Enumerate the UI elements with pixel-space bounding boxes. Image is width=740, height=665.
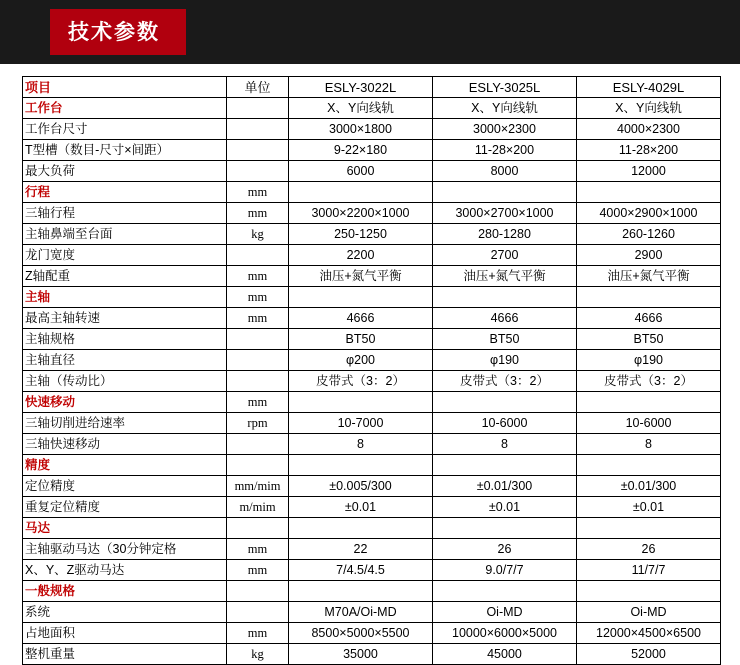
cell-value-3 bbox=[577, 581, 721, 602]
cell-item: 工作台 bbox=[23, 98, 227, 119]
cell-value-3: 12000 bbox=[577, 161, 721, 182]
cell-value-2: 4666 bbox=[433, 308, 577, 329]
cell-unit bbox=[227, 329, 289, 350]
cell-value-1: 皮带式（3：2） bbox=[289, 371, 433, 392]
cell-value-2: 3000×2300 bbox=[433, 119, 577, 140]
cell-value-1: M70A/Oi-MD bbox=[289, 602, 433, 623]
cell-value-2: ±0.01 bbox=[433, 497, 577, 518]
cell-unit: mm bbox=[227, 203, 289, 224]
cell-value-1: ESLY-3022L bbox=[289, 77, 433, 98]
table-row bbox=[23, 539, 721, 560]
cell-value-3: 11/7/7 bbox=[577, 560, 721, 581]
cell-value-2: φ190 bbox=[433, 350, 577, 371]
table-row bbox=[23, 245, 721, 266]
page-title: 技术参数 bbox=[68, 20, 160, 44]
cell-value-2: 45000 bbox=[433, 644, 577, 665]
cell-value-2: X、Y向线轨 bbox=[433, 98, 577, 119]
cell-value-3: 2900 bbox=[577, 245, 721, 266]
cell-item: 行程 bbox=[23, 182, 227, 203]
cell-value-3 bbox=[577, 392, 721, 413]
cell-item: 马达 bbox=[23, 518, 227, 539]
cell-item: 三轴切削进给速率 bbox=[23, 413, 227, 434]
table-row bbox=[23, 224, 721, 245]
table-row bbox=[23, 455, 721, 476]
cell-value-3: 26 bbox=[577, 539, 721, 560]
cell-value-1: ±0.005/300 bbox=[289, 476, 433, 497]
cell-value-1: 250-1250 bbox=[289, 224, 433, 245]
cell-unit bbox=[227, 161, 289, 182]
cell-value-2: 280-1280 bbox=[433, 224, 577, 245]
cell-item: 精度 bbox=[23, 455, 227, 476]
table-row bbox=[23, 287, 721, 308]
cell-unit bbox=[227, 602, 289, 623]
header-title-box bbox=[50, 9, 186, 55]
cell-item: 重复定位精度 bbox=[23, 497, 227, 518]
cell-item: 三轴快速移动 bbox=[23, 434, 227, 455]
cell-unit: 单位 bbox=[227, 77, 289, 98]
cell-item: 定位精度 bbox=[23, 476, 227, 497]
cell-value-2: 11-28×200 bbox=[433, 140, 577, 161]
cell-item: 三轴行程 bbox=[23, 203, 227, 224]
table-row bbox=[23, 203, 721, 224]
cell-value-2: 9.0/7/7 bbox=[433, 560, 577, 581]
cell-value-1: ±0.01 bbox=[289, 497, 433, 518]
cell-value-3: ±0.01/300 bbox=[577, 476, 721, 497]
cell-value-3: 8 bbox=[577, 434, 721, 455]
cell-value-3 bbox=[577, 455, 721, 476]
spec-table bbox=[22, 76, 721, 665]
table-row bbox=[23, 434, 721, 455]
cell-value-3 bbox=[577, 518, 721, 539]
cell-unit bbox=[227, 434, 289, 455]
cell-unit: mm bbox=[227, 266, 289, 287]
cell-unit: m/mim bbox=[227, 497, 289, 518]
cell-unit bbox=[227, 371, 289, 392]
cell-value-3 bbox=[577, 287, 721, 308]
cell-item: 快速移动 bbox=[23, 392, 227, 413]
table-row bbox=[23, 602, 721, 623]
cell-unit: mm bbox=[227, 623, 289, 644]
table-row bbox=[23, 350, 721, 371]
cell-unit: kg bbox=[227, 224, 289, 245]
cell-unit: mm bbox=[227, 560, 289, 581]
header-left-spacer bbox=[0, 0, 50, 64]
cell-value-1: 8500×5000×5500 bbox=[289, 623, 433, 644]
spec-table-body bbox=[23, 77, 721, 665]
cell-value-3: 4000×2900×1000 bbox=[577, 203, 721, 224]
cell-item: 主轴鼻端至台面 bbox=[23, 224, 227, 245]
cell-value-2: ±0.01/300 bbox=[433, 476, 577, 497]
cell-value-1: 10-7000 bbox=[289, 413, 433, 434]
cell-value-2 bbox=[433, 518, 577, 539]
table-row bbox=[23, 161, 721, 182]
cell-value-2: 10000×6000×5000 bbox=[433, 623, 577, 644]
cell-unit bbox=[227, 140, 289, 161]
cell-value-2: 油压+氮气平衡 bbox=[433, 266, 577, 287]
cell-value-2: BT50 bbox=[433, 329, 577, 350]
cell-unit: rpm bbox=[227, 413, 289, 434]
cell-value-3: X、Y向线轨 bbox=[577, 98, 721, 119]
cell-unit bbox=[227, 98, 289, 119]
cell-value-1: 9-22×180 bbox=[289, 140, 433, 161]
cell-item: 主轴驱动马达（30分钟定格 bbox=[23, 539, 227, 560]
cell-unit bbox=[227, 119, 289, 140]
cell-value-1: 4666 bbox=[289, 308, 433, 329]
cell-value-2 bbox=[433, 581, 577, 602]
cell-item: 系统 bbox=[23, 602, 227, 623]
cell-value-2: 3000×2700×1000 bbox=[433, 203, 577, 224]
cell-value-2 bbox=[433, 392, 577, 413]
cell-item: Z轴配重 bbox=[23, 266, 227, 287]
cell-unit: mm bbox=[227, 308, 289, 329]
cell-value-2: 8 bbox=[433, 434, 577, 455]
cell-value-3: 油压+氮气平衡 bbox=[577, 266, 721, 287]
table-row bbox=[23, 497, 721, 518]
table-row bbox=[23, 308, 721, 329]
cell-item: T型槽（数目-尺寸×间距） bbox=[23, 140, 227, 161]
table-row bbox=[23, 140, 721, 161]
cell-value-2: 10-6000 bbox=[433, 413, 577, 434]
cell-value-1: 7/4.5/4.5 bbox=[289, 560, 433, 581]
cell-item: 主轴规格 bbox=[23, 329, 227, 350]
cell-value-3: 12000×4500×6500 bbox=[577, 623, 721, 644]
spec-table-container bbox=[0, 64, 740, 665]
table-row bbox=[23, 518, 721, 539]
cell-item: 最高主轴转速 bbox=[23, 308, 227, 329]
cell-value-3: 皮带式（3：2） bbox=[577, 371, 721, 392]
cell-value-3: Oi-MD bbox=[577, 602, 721, 623]
cell-value-3 bbox=[577, 182, 721, 203]
cell-value-3: ±0.01 bbox=[577, 497, 721, 518]
cell-item: 主轴 bbox=[23, 287, 227, 308]
cell-unit bbox=[227, 518, 289, 539]
cell-value-1: 22 bbox=[289, 539, 433, 560]
cell-item: 主轴（传动比） bbox=[23, 371, 227, 392]
cell-value-3: ESLY-4029L bbox=[577, 77, 721, 98]
table-row bbox=[23, 644, 721, 665]
cell-value-1 bbox=[289, 392, 433, 413]
cell-item: 整机重量 bbox=[23, 644, 227, 665]
table-row bbox=[23, 98, 721, 119]
cell-value-3: φ190 bbox=[577, 350, 721, 371]
cell-value-1: 2200 bbox=[289, 245, 433, 266]
table-row bbox=[23, 623, 721, 644]
cell-unit bbox=[227, 350, 289, 371]
cell-value-3: 260-1260 bbox=[577, 224, 721, 245]
table-row bbox=[23, 371, 721, 392]
cell-value-1: 3000×2200×1000 bbox=[289, 203, 433, 224]
cell-unit bbox=[227, 455, 289, 476]
cell-value-2 bbox=[433, 287, 577, 308]
table-row bbox=[23, 182, 721, 203]
cell-value-2 bbox=[433, 182, 577, 203]
cell-value-1: 6000 bbox=[289, 161, 433, 182]
cell-item: 主轴直径 bbox=[23, 350, 227, 371]
table-row bbox=[23, 266, 721, 287]
page-header bbox=[0, 0, 740, 64]
cell-value-1 bbox=[289, 518, 433, 539]
cell-value-1: 油压+氮气平衡 bbox=[289, 266, 433, 287]
table-row bbox=[23, 476, 721, 497]
cell-item: 项目 bbox=[23, 77, 227, 98]
cell-value-2: 8000 bbox=[433, 161, 577, 182]
cell-value-2 bbox=[433, 455, 577, 476]
cell-value-2: 26 bbox=[433, 539, 577, 560]
cell-item: X、Y、Z驱动马达 bbox=[23, 560, 227, 581]
cell-item: 最大负荷 bbox=[23, 161, 227, 182]
cell-value-3: BT50 bbox=[577, 329, 721, 350]
cell-value-3: 4000×2300 bbox=[577, 119, 721, 140]
table-row bbox=[23, 581, 721, 602]
cell-value-2: ESLY-3025L bbox=[433, 77, 577, 98]
cell-value-1 bbox=[289, 455, 433, 476]
table-row bbox=[23, 560, 721, 581]
table-row bbox=[23, 119, 721, 140]
cell-value-3: 52000 bbox=[577, 644, 721, 665]
cell-value-2: 皮带式（3：2） bbox=[433, 371, 577, 392]
table-row bbox=[23, 329, 721, 350]
cell-item: 一般规格 bbox=[23, 581, 227, 602]
cell-value-2: 2700 bbox=[433, 245, 577, 266]
cell-value-1 bbox=[289, 182, 433, 203]
table-row bbox=[23, 392, 721, 413]
cell-unit: kg bbox=[227, 644, 289, 665]
cell-unit: mm bbox=[227, 287, 289, 308]
cell-unit: mm bbox=[227, 539, 289, 560]
cell-value-1 bbox=[289, 581, 433, 602]
cell-value-3: 10-6000 bbox=[577, 413, 721, 434]
table-row bbox=[23, 413, 721, 434]
cell-unit: mm bbox=[227, 392, 289, 413]
cell-unit: mm/mim bbox=[227, 476, 289, 497]
cell-item: 龙门宽度 bbox=[23, 245, 227, 266]
cell-unit: mm bbox=[227, 182, 289, 203]
table-header-row bbox=[23, 77, 721, 98]
cell-unit bbox=[227, 245, 289, 266]
cell-value-1: BT50 bbox=[289, 329, 433, 350]
cell-value-3: 4666 bbox=[577, 308, 721, 329]
cell-unit bbox=[227, 581, 289, 602]
cell-value-2: Oi-MD bbox=[433, 602, 577, 623]
cell-item: 占地面积 bbox=[23, 623, 227, 644]
cell-value-1: X、Y向线轨 bbox=[289, 98, 433, 119]
cell-value-1: φ200 bbox=[289, 350, 433, 371]
cell-value-1: 3000×1800 bbox=[289, 119, 433, 140]
cell-value-1: 8 bbox=[289, 434, 433, 455]
cell-value-1 bbox=[289, 287, 433, 308]
cell-item: 工作台尺寸 bbox=[23, 119, 227, 140]
cell-value-3: 11-28×200 bbox=[577, 140, 721, 161]
cell-value-1: 35000 bbox=[289, 644, 433, 665]
